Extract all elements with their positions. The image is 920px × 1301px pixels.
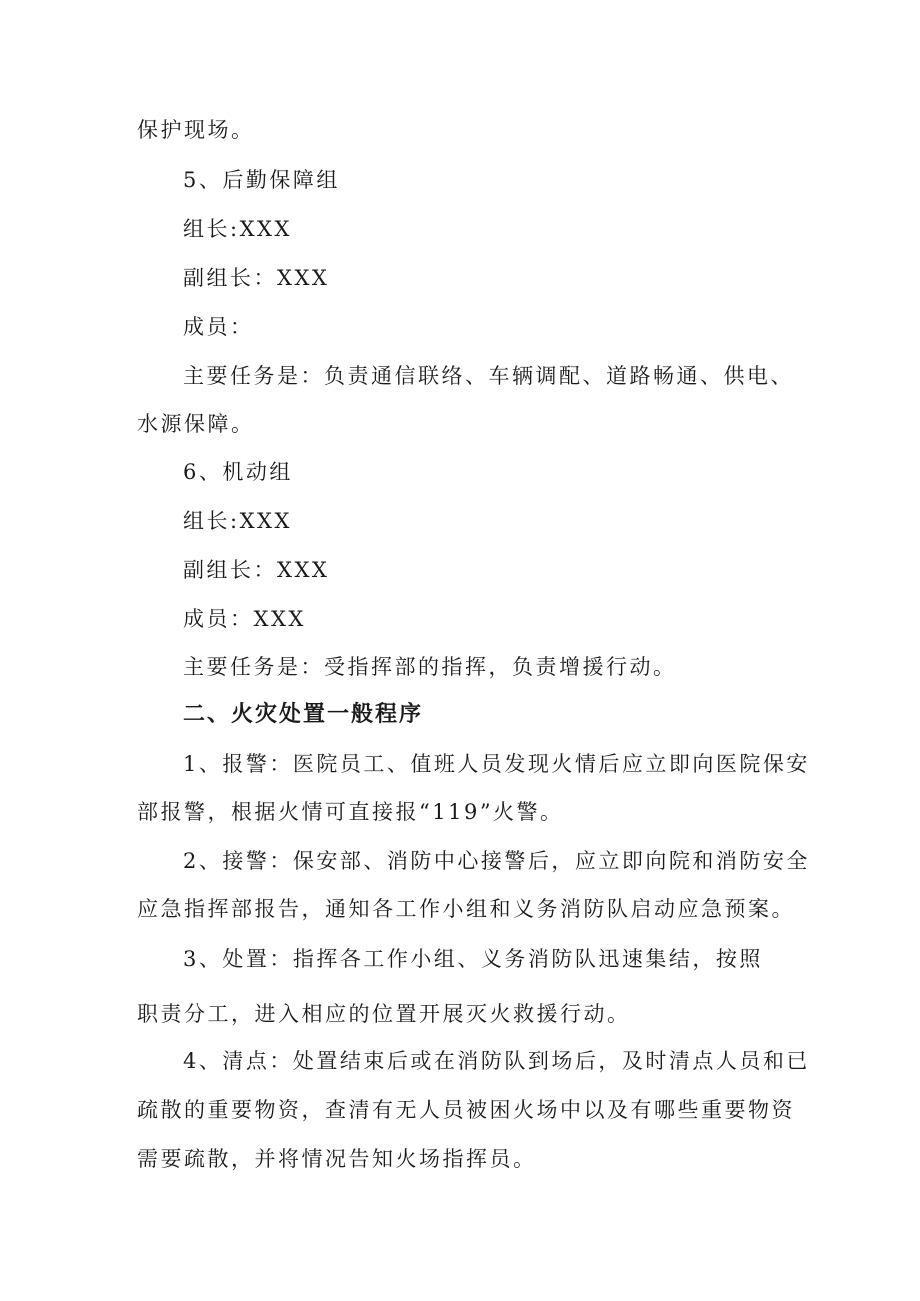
section-title-logistics: 5、后勤保障组 [183, 168, 340, 192]
procedure-alarm-cont: 部报警，根据火情可直接报“119”火警。 [137, 800, 564, 824]
section-heading: 二、火灾处置一般程序 [183, 702, 424, 727]
procedure-count-cont: 需要疏散，并将情况告知火场指挥员。 [137, 1147, 537, 1171]
task-line: 主要任务是：负责通信联络、车辆调配、道路畅通、供电、 [183, 364, 794, 388]
members-line: 成员：XXX [183, 607, 306, 631]
procedure-receive-cont: 应急指挥部报告，通知各工作小组和义务消防队启动应急预案。 [137, 897, 795, 921]
procedure-receive: 2、接警：保安部、消防中心接警后，应立即向院和消防安全 [183, 849, 810, 873]
task-line-cont: 水源保障。 [137, 412, 255, 436]
procedure-count-cont: 疏散的重要物资，查清有无人员被困火场中以及有哪些重要物资 [137, 1098, 795, 1122]
procedure-count: 4、清点：处置结束后或在消防队到场后，及时清点人员和已 [183, 1049, 810, 1073]
procedure-handle-cont: 职责分工，进入相应的位置开展灭火救援行动。 [137, 1002, 631, 1026]
section-title-mobile: 6、机动组 [183, 460, 293, 484]
leader-line: 组长:XXX [183, 217, 292, 241]
procedure-alarm: 1、报警：医院员工、值班人员发现火情后应立即向医院保安 [183, 752, 810, 776]
deputy-leader-line: 副组长：XXX [183, 266, 330, 290]
members-line: 成员： [183, 315, 254, 339]
leader-line: 组长:XXX [183, 509, 292, 533]
task-line: 主要任务是：受指挥部的指挥，负责增援行动。 [183, 655, 677, 679]
deputy-leader-line: 副组长：XXX [183, 558, 330, 582]
paragraph-line: 保护现场。 [137, 118, 255, 142]
procedure-handle: 3、处置：指挥各工作小组、义务消防队迅速集结，按照 [183, 947, 763, 971]
